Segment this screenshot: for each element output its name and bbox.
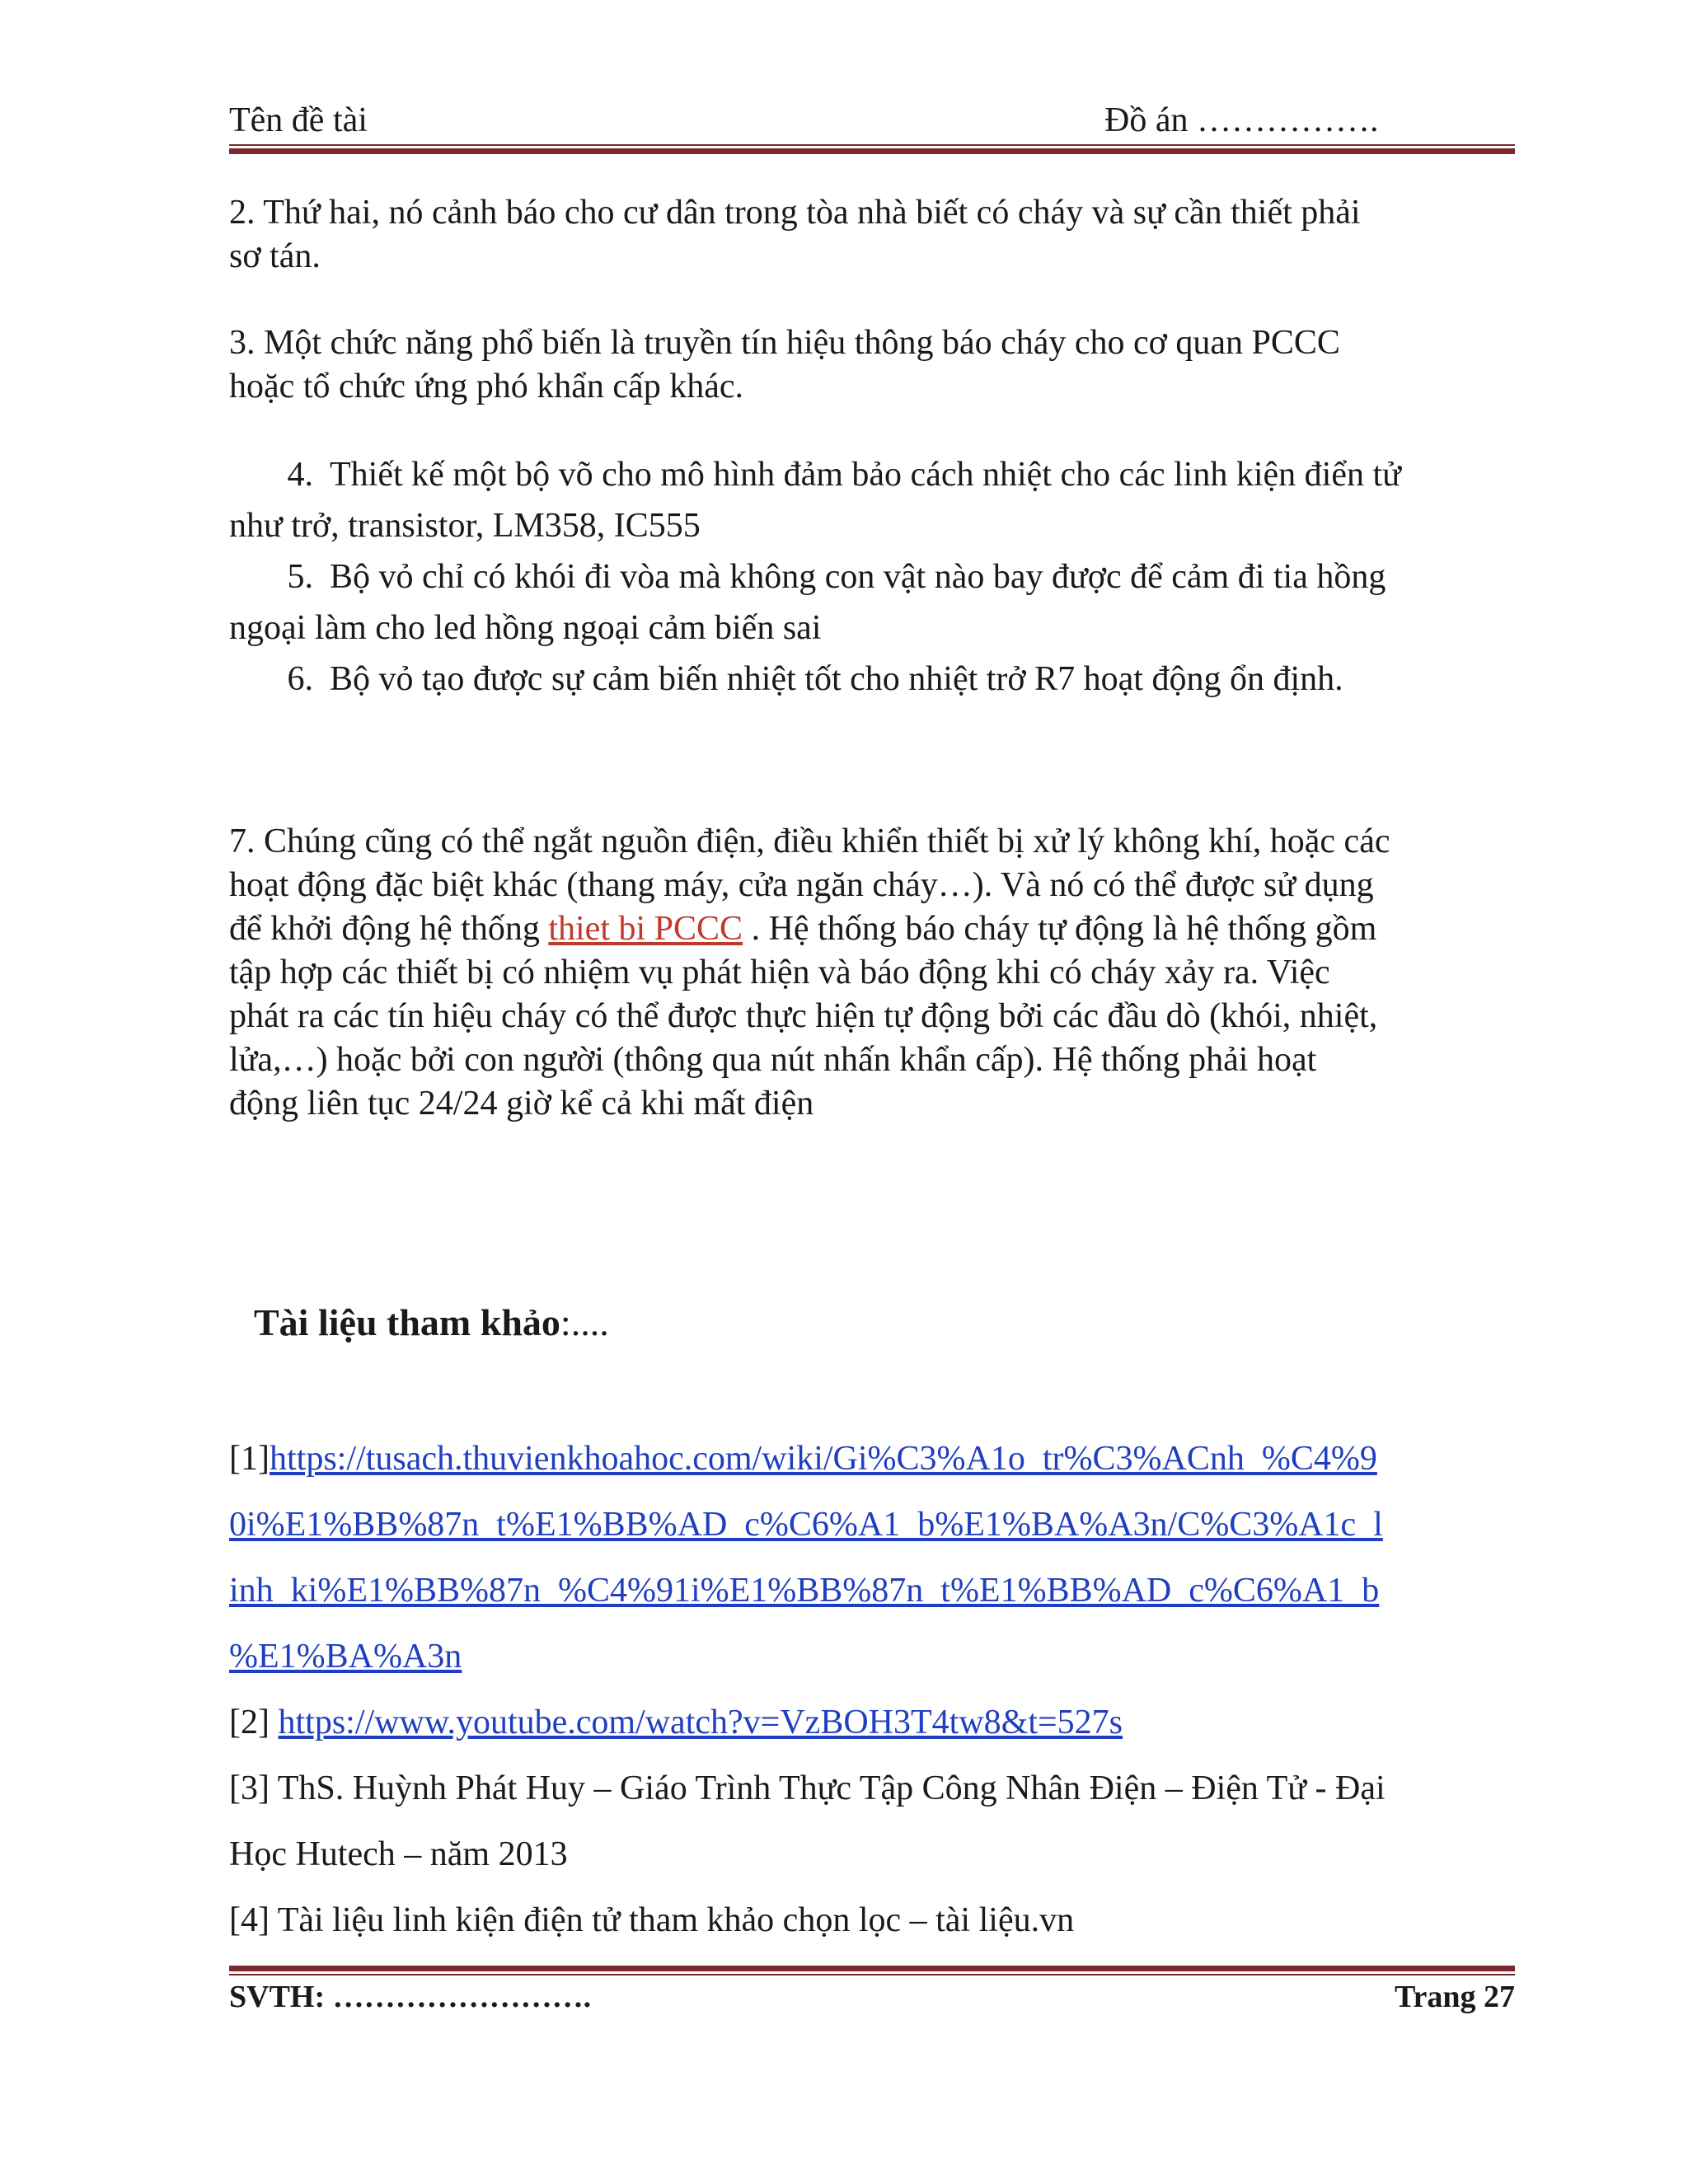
list-item-text: Thiết kế một bộ võ cho mô hình đảm bảo cách nhiệt cho các linh kiện điển tử (330, 456, 1401, 494)
paragraph-7-line (229, 907, 1515, 951)
reference-3-continuation: Học Hutech – năm 2013 (229, 1835, 568, 1873)
paragraph-2-line-2: sơ tán. (229, 237, 321, 275)
paragraph-7 (229, 820, 1515, 1126)
page-number: Trang 27 (1394, 1980, 1515, 2014)
paragraph-7-text: để khởi động hệ thống (229, 910, 549, 948)
footer-student-label: SVTH: ……………………. (229, 1980, 592, 2014)
paragraph-7-text: . Hệ thống báo cháy tự động là hệ thống gồm (743, 910, 1377, 948)
reference-4: [4] Tài liệu linh kiện điện tử tham khảo chọn lọc – tài liệu.vn (229, 1901, 1075, 1939)
reference-2-prefix: [2] (229, 1704, 279, 1741)
reference-1-link[interactable]: %E1%BA%A3n (229, 1638, 462, 1675)
header-title-right: Đồ án ……………. (1104, 101, 1379, 139)
reference-1-link[interactable]: 0i%E1%BB%87n_t%E1%BB%AD_c%C6%A1_b%E1%BA%A3n/C%C3%A1c_l (229, 1506, 1383, 1544)
list-item (229, 449, 1515, 551)
list-item-text: Bộ vỏ tạo được sự cảm biến nhiệt tốt cho nhiệt trở R7 hoạt động ổn định. (330, 660, 1343, 698)
paragraph-3-line-2: hoặc tổ chức ứng phó khẩn cấp khác. (229, 368, 743, 405)
paragraph-3 (229, 321, 1515, 409)
list-item-number: 6. (287, 660, 313, 698)
reference-1-line (229, 1624, 1515, 1690)
paragraph-7-line: hoạt động đặc biệt khác (thang máy, cửa ngăn cháy…). Và nó có thể được sử dụng (229, 866, 1374, 904)
list-item-number: 5. (287, 558, 313, 596)
header-rule-thin (229, 144, 1515, 146)
paragraph-7-line: lửa,…) hoặc bởi con người (thông qua nút nhấn khẩn cấp). Hệ thống phải hoạt (229, 1041, 1317, 1079)
reference-2 (229, 1690, 1515, 1755)
paragraph-7-line: động liên tục 24/24 giờ kể cả khi mất điện (229, 1085, 814, 1122)
reference-1 (229, 1426, 1515, 1492)
pccc-equipment-link[interactable]: thiet bi PCCC (548, 910, 743, 948)
paragraph-2-line-1: 2. Thứ hai, nó cảnh báo cho cư dân trong tòa nhà biết có cháy và sự cần thiết phải (229, 194, 1361, 232)
paragraph-2 (229, 191, 1515, 279)
footer-rule-thin (229, 1974, 1515, 1975)
reference-1-line (229, 1558, 1515, 1624)
reference-2-link[interactable]: https://www.youtube.com/watch?v=VzBOH3T4tw8&t=527s (278, 1704, 1123, 1741)
reference-3: [3] ThS. Huỳnh Phát Huy – Giáo Trình Thực Tập Công Nhân Điện – Điện Tử - Đại (229, 1769, 1386, 1807)
footer-rule-thick (229, 1966, 1515, 1971)
reference-1-line (229, 1492, 1515, 1558)
reference-1-link[interactable]: https://tusach.thuvienkhoahoc.com/wiki/Gi%C3%A1o_tr%C3%ACnh_%C4%9 (269, 1440, 1377, 1478)
paragraph-7-line: tập hợp các thiết bị có nhiệm vụ phát hiện và báo động khi có cháy xảy ra. Việc (229, 954, 1330, 991)
list-item (229, 551, 1515, 654)
list-item-number: 4. (287, 456, 313, 494)
paragraph-3-line-1: 3. Một chức năng phổ biến là truyền tín hiệu thông báo cháy cho cơ quan PCCC (229, 324, 1340, 362)
list-item-continuation: ngoại làm cho led hồng ngoại cảm biến sai (229, 609, 822, 647)
reference-1-prefix: [1] (229, 1440, 270, 1478)
references-list (229, 1426, 1515, 1953)
references-title-suffix: :.... (560, 1301, 609, 1343)
header-rule-thick (229, 148, 1515, 154)
paragraph-7-line: 7. Chúng cũng có thể ngắt nguồn điện, điều khiển thiết bị xử lý không khí, hoặc các (229, 823, 1390, 860)
reference-1-link[interactable]: inh_ki%E1%BB%87n_%C4%91i%E1%BB%87n_t%E1%BB%AD_c%C6%A1_b (229, 1572, 1380, 1610)
numbered-list (229, 449, 1515, 705)
list-item (229, 654, 1515, 705)
references-heading (254, 1298, 609, 1347)
list-item-text: Bộ vỏ chỉ có khói đi vòa mà không con vật nào bay được để cảm đi tia hồng (330, 558, 1386, 596)
paragraph-7-line: phát ra các tín hiệu cháy có thể được thực hiện tự động bởi các đầu dò (khói, nhiệt, (229, 997, 1378, 1035)
list-item-continuation: như trở, transistor, LM358, IC555 (229, 507, 701, 545)
header-title-left: Tên đề tài (229, 101, 368, 139)
references-title: Tài liệu tham khảo (254, 1301, 560, 1343)
